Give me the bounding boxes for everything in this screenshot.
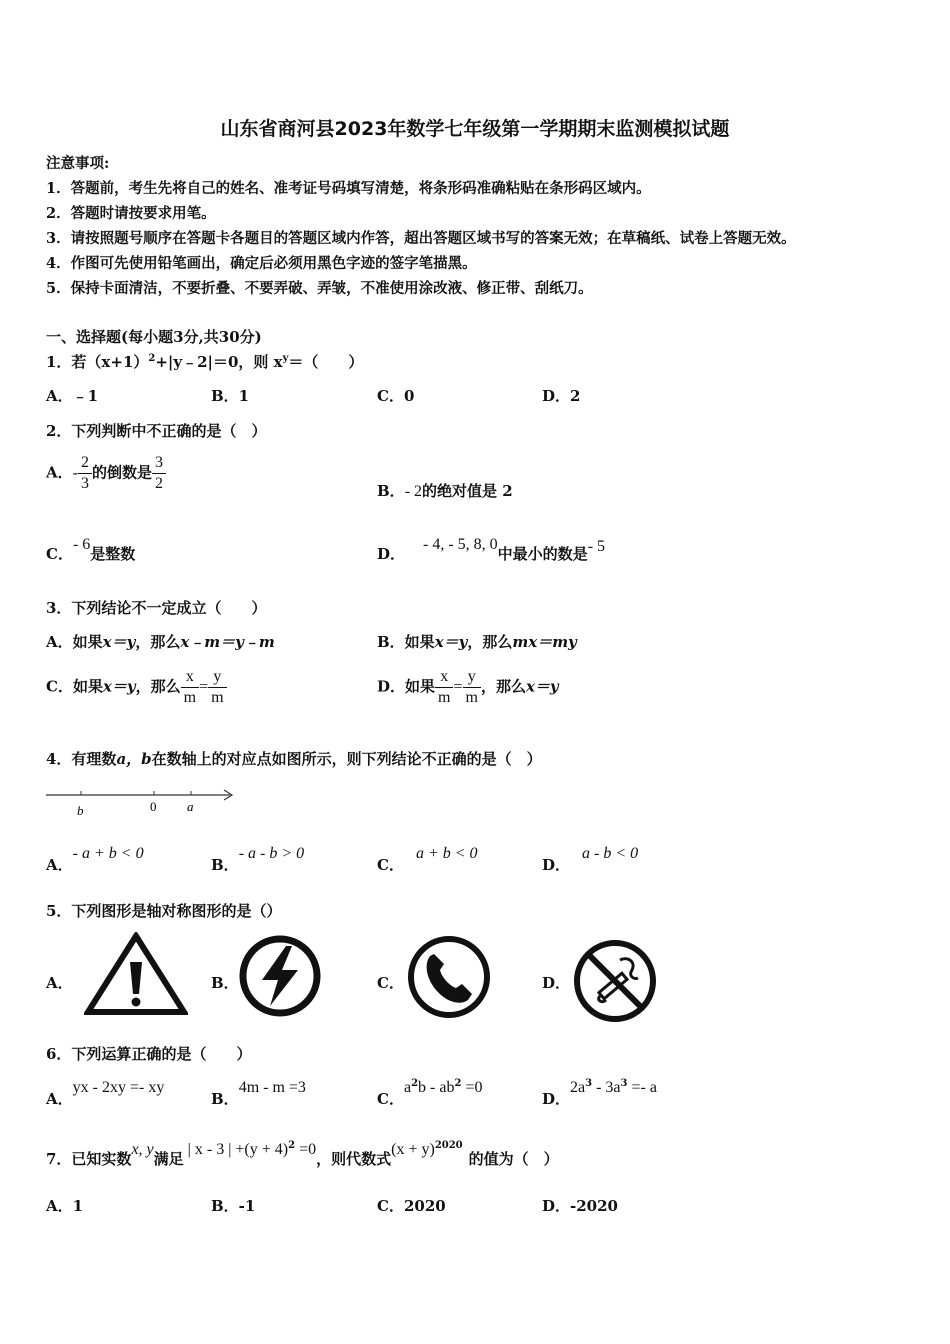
q3-option-a[interactable] <box>46 631 275 652</box>
option-text: ，那么 <box>467 633 513 651</box>
fraction <box>181 667 199 708</box>
option-label: B． <box>211 856 239 874</box>
option-label: C．如果 <box>46 677 103 696</box>
option-text: ，那么 <box>135 633 181 651</box>
q2-option-c[interactable] <box>46 536 136 564</box>
q7-stem-part: ，则代数式 <box>316 1150 392 1168</box>
math-expr: - 3a <box>592 1079 621 1096</box>
math-expr: yx - 2xy =- xy <box>72 1079 165 1096</box>
fraction <box>435 667 453 708</box>
q1-stem-part: +|y﹣2|＝0，则 x <box>155 353 283 371</box>
exponent: 3 <box>585 1078 593 1089</box>
q6-option-d[interactable] <box>542 1076 657 1108</box>
q1-exp: y <box>282 353 289 364</box>
math-expr: - 5 <box>587 538 606 555</box>
number-line <box>44 785 239 821</box>
notice-item: 3．请按照题号顺序在答题卡各题目的答题区域内作答，超出答题区域书写的答案无效；在草稿纸、试卷上答题无效。 <box>46 230 796 247</box>
fraction <box>208 667 226 708</box>
math-expr: (x + y) <box>391 1141 435 1158</box>
math-expr: x＝y <box>102 633 136 651</box>
option-label: A． <box>46 1090 73 1108</box>
math-expr: a - b < 0 <box>582 845 639 862</box>
no-smoking-icon <box>572 938 658 1024</box>
q6-option-a[interactable] <box>46 1076 165 1108</box>
math-expr: x﹣m＝y﹣m <box>180 633 275 651</box>
lightning-icon <box>238 934 322 1018</box>
math-expr: - 6 <box>72 536 91 553</box>
q1-option-b[interactable]: B．1 <box>211 387 250 405</box>
notice-item: 5．保持卡面清洁，不要折叠、不要弄破、弄皱，不准使用涂改液、修正带、刮纸刀。 <box>46 280 593 297</box>
exponent: 2 <box>454 1078 462 1089</box>
q2-stem: 2．下列判断中不正确的是（ ） <box>46 422 267 440</box>
option-label: C． <box>377 856 404 874</box>
fraction <box>152 453 166 494</box>
q4-option-a[interactable] <box>46 842 144 874</box>
math-expr: - a - b > 0 <box>238 845 305 862</box>
option-label: A． <box>46 856 73 874</box>
exponent: 2 <box>288 1140 296 1151</box>
math-expr: b - ab <box>418 1079 455 1096</box>
math-expr: mx＝my <box>512 633 577 651</box>
q7-stem-part: 7．已知实数 <box>46 1150 132 1168</box>
q7-option-c[interactable]: C．2020 <box>377 1197 446 1215</box>
option-label: C． <box>377 1090 404 1108</box>
minus-sign: - <box>72 464 78 482</box>
q2-option-d[interactable] <box>377 536 606 564</box>
notice-item: 2．答题时请按要求用笔。 <box>46 205 216 222</box>
option-label: A． <box>46 463 73 482</box>
q7-stem-part: 的值为（ ） <box>468 1150 559 1168</box>
q3-stem: 3．下列结论不一定成立（ ） <box>46 599 267 617</box>
q1-stem-part: ＝（ ） <box>288 353 364 371</box>
option-label: C． <box>46 545 73 563</box>
math-expr: =- a <box>627 1079 657 1096</box>
denominator: 2 <box>154 475 163 492</box>
exponent: 2 <box>411 1078 419 1089</box>
notice-item: 4．作图可先使用铅笔画出，确定后必须用黑色字迹的签字笔描黑。 <box>46 255 477 272</box>
q3-option-d[interactable] <box>377 667 559 708</box>
math-expr: - 2 <box>404 483 423 500</box>
denominator: m <box>183 689 197 706</box>
option-text: 是整数 <box>90 545 136 563</box>
q4-stem-part: 4．有理数 <box>46 750 117 768</box>
q7-stem <box>46 1138 559 1168</box>
q7-option-b[interactable]: B．-1 <box>211 1197 256 1215</box>
label-a: a <box>187 799 194 814</box>
q5-option-b[interactable]: B． <box>211 974 239 992</box>
label-0: 0 <box>150 799 157 814</box>
q5-option-c[interactable]: C． <box>377 974 404 992</box>
warning-triangle-icon <box>84 932 188 1016</box>
denominator: m <box>211 689 224 706</box>
math-expr: x＝y <box>434 633 468 651</box>
q6-option-c[interactable] <box>377 1076 483 1108</box>
q5-option-d[interactable]: D． <box>542 974 571 992</box>
option-label: A．如果 <box>46 633 103 651</box>
q4-stem-part: 在数轴上的对应点如图所示，则下列结论不正确的是（ ） <box>151 750 542 768</box>
section-heading: 一、选择题(每小题3分,共30分) <box>46 328 262 346</box>
option-label: D． <box>542 1090 571 1108</box>
math-expr: x＝y <box>525 677 559 696</box>
q7-option-a[interactable]: A．1 <box>46 1197 84 1215</box>
q7-stem-part: 满足 <box>153 1150 184 1168</box>
q5-stem: 5．下列图形是轴对称图形的是（） <box>46 902 282 920</box>
equals-sign: = <box>199 678 209 696</box>
q6-stem: 6．下列运算正确的是（ ） <box>46 1045 252 1063</box>
option-text: ，那么 <box>480 677 526 696</box>
exponent: 2020 <box>434 1140 463 1151</box>
option-text: ，那么 <box>135 677 181 696</box>
option-text: 的倒数是 <box>91 463 152 482</box>
q1-stem <box>46 351 363 372</box>
q3-option-c[interactable] <box>46 667 227 708</box>
q4-option-c[interactable] <box>377 842 478 874</box>
q1-stem-part: 1．若（x+1） <box>46 353 149 371</box>
q4-option-b[interactable] <box>211 842 305 874</box>
q4-stem <box>46 748 542 769</box>
denominator: 3 <box>80 475 89 492</box>
math-expr: - 4, - 5, 8, 0 <box>423 536 498 553</box>
q1-exp: 2 <box>148 353 156 364</box>
notice-heading: 注意事项: <box>46 155 110 172</box>
math-expr: x＝y <box>102 677 136 696</box>
math-expr: 4m - m =3 <box>238 1079 306 1096</box>
q4-variables: a，b <box>116 750 152 768</box>
option-label: B． <box>377 482 405 500</box>
page-title: 山东省商河县2023年数学七年级第一学期期末监测模拟试题 <box>220 118 730 140</box>
numerator: x <box>181 667 199 688</box>
option-label: D． <box>542 856 571 874</box>
math-expr: - a + b < 0 <box>72 845 144 862</box>
numerator: 3 <box>152 453 166 474</box>
q3-option-b[interactable] <box>377 631 577 652</box>
fraction <box>463 667 481 708</box>
q6-option-b[interactable] <box>211 1076 306 1108</box>
numerator: y <box>208 667 226 688</box>
math-expr: 2a <box>570 1079 586 1096</box>
math-expr: a <box>403 1079 412 1096</box>
denominator: m <box>438 689 451 706</box>
equals-sign: = <box>453 678 463 696</box>
notice-item: 1．答题前，考生先将自己的姓名、准考证号码填写清楚，将条形码准确粘贴在条形码区域内。 <box>46 180 651 197</box>
math-expr: a + b < 0 <box>415 845 478 862</box>
math-expr: =0 <box>461 1079 483 1096</box>
math-expr: =0 <box>295 1141 317 1158</box>
exponent: 3 <box>620 1078 628 1089</box>
q1-option-a[interactable]: A．﹣1 <box>46 387 99 405</box>
option-label: D．如果 <box>377 677 436 696</box>
math-expr: | x - 3 | +(y + 4) <box>187 1141 289 1158</box>
q7-option-d[interactable]: D．-2020 <box>542 1197 618 1215</box>
option-text: 的绝对值是 2 <box>422 482 513 500</box>
option-label: B．如果 <box>377 633 435 651</box>
option-label: D． <box>377 545 406 563</box>
label-b: b <box>77 803 84 818</box>
numerator: x <box>435 667 453 688</box>
q4-option-d[interactable] <box>542 842 639 874</box>
q1-option-d[interactable]: D．2 <box>542 387 581 405</box>
option-text: 中最小的数是 <box>497 545 588 563</box>
q5-option-a[interactable]: A． <box>46 974 73 992</box>
fraction <box>78 453 92 494</box>
q2-option-a[interactable] <box>46 453 166 494</box>
numerator: 2 <box>78 453 92 474</box>
option-label: B． <box>211 1090 239 1108</box>
q2-option-b[interactable] <box>377 480 513 501</box>
numerator: y <box>463 667 481 688</box>
denominator: m <box>465 689 478 706</box>
q1-option-c[interactable]: C．0 <box>377 387 415 405</box>
math-expr: x, y <box>131 1141 154 1158</box>
telephone-icon <box>406 934 492 1020</box>
